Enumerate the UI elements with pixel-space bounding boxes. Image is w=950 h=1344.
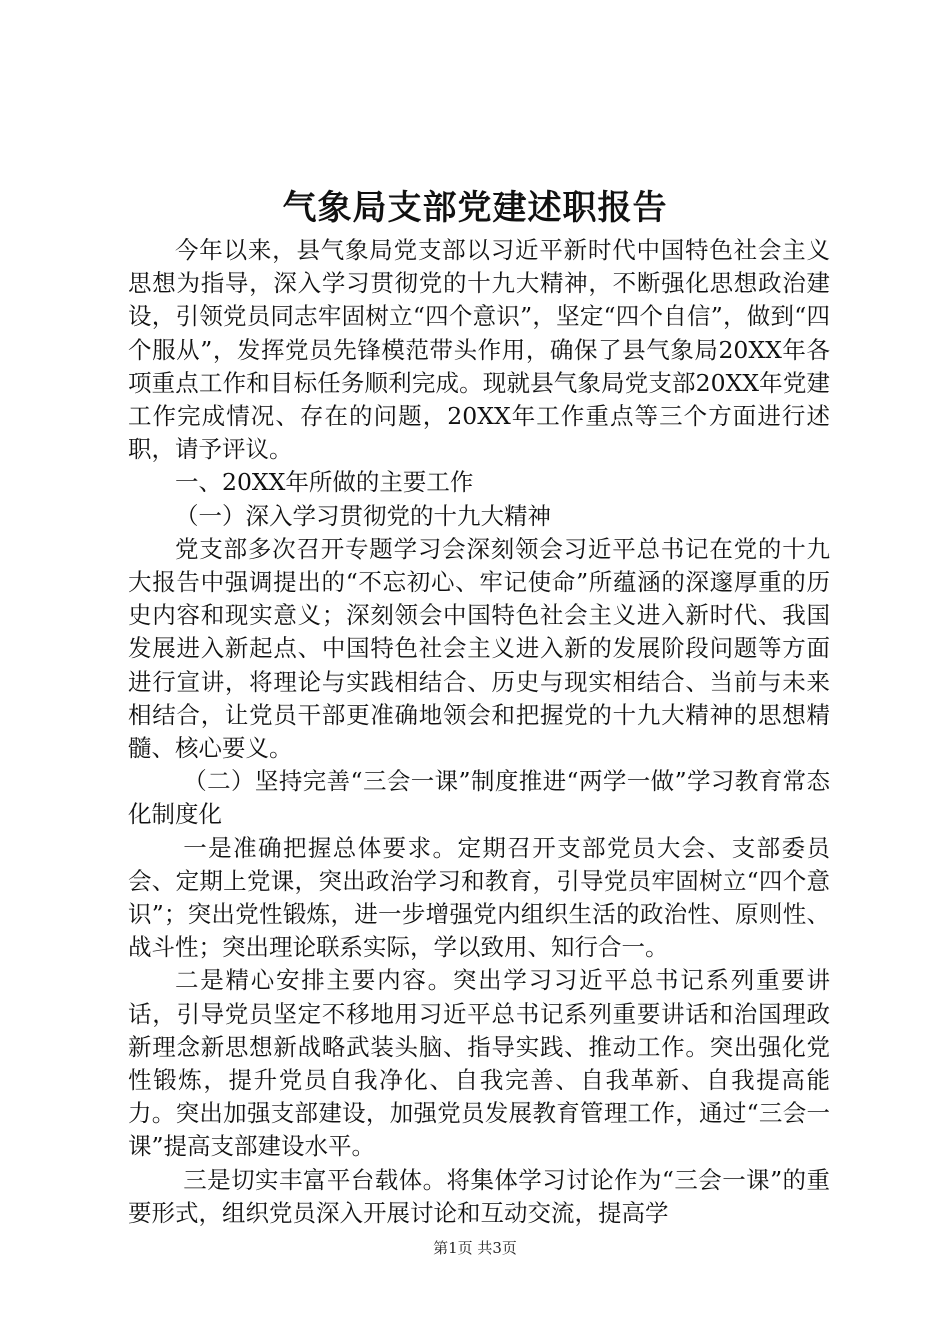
body-paragraph: 党支部多次召开专题学习会深刻领会习近平总书记在党的十九大报告中强调提出的“不忘初心、牢记使命”所蕴涵的深邃厚重的历史内容和现实意义；深刻领会中国特色社会主义进入新时代、我国发展进入新起点、中国特色社会主义进入新的发展阶段问题等方面进行宣讲，将理论与实践相结合、历史与现实相结合、当前与未来相结合，让党员干部更准确地领会和把握党的十九大精神的思想精髓、核心要义。	[128, 534, 830, 763]
document-body	[128, 234, 830, 1230]
body-paragraph: 二是精心安排主要内容。突出学习习近平总书记系列重要讲话，引导党员坚定不移地用习近平总书记系列重要讲话和治国理政新理念新思想新战略武装头脑、指导实践、推动工作。突出强化党性锻炼，提升党员自我净化、自我完善、自我革新、自我提高能力。突出加强支部建设，加强党员发展教育管理工作，通过“三会一课”提高支部建设水平。	[128, 966, 830, 1161]
body-paragraph: 三是切实丰富平台载体。将集体学习讨论作为“三会一课”的重要形式，组织党员深入开展讨论和互动交流，提高学	[128, 1165, 830, 1227]
section-heading-1: 一、20XX年所做的主要工作	[175, 468, 474, 497]
body-paragraph: 一是准确把握总体要求。定期召开支部党员大会、支部委员会、定期上党课，突出政治学习和教育，引导党员牢固树立“四个意识”；突出党性锻炼，进一步增强党内组织生活的政治性、原则性、战斗性；突出理论联系实际，学以致用、知行合一。	[128, 833, 830, 962]
document-title: 气象局支部党建述职报告	[282, 188, 668, 228]
intro-paragraph: 今年以来，县气象局党支部以习近平新时代中国特色社会主义思想为指导，深入学习贯彻党的十九大精神，不断强化思想政治建设，引领党员同志牢固树立“四个意识”，坚定“四个自信”，做到“四个服从”，发挥党员先锋模范带头作用，确保了县气象局20XX年各项重点工作和目标任务顺利完成。现就县气象局党支部20XX年党建工作完成情况、存在的问题，20XX年工作重点等三个方面进行述职，请予评议。	[128, 236, 830, 464]
subsection-heading-1: （一）深入学习贯彻党的十九大精神	[175, 501, 551, 530]
subsection-heading-2: （二）坚持完善“三会一课”制度推进“两学一做”学习教育常态化制度化	[128, 767, 830, 829]
page-footer: 第1页 共3页	[433, 1239, 517, 1257]
